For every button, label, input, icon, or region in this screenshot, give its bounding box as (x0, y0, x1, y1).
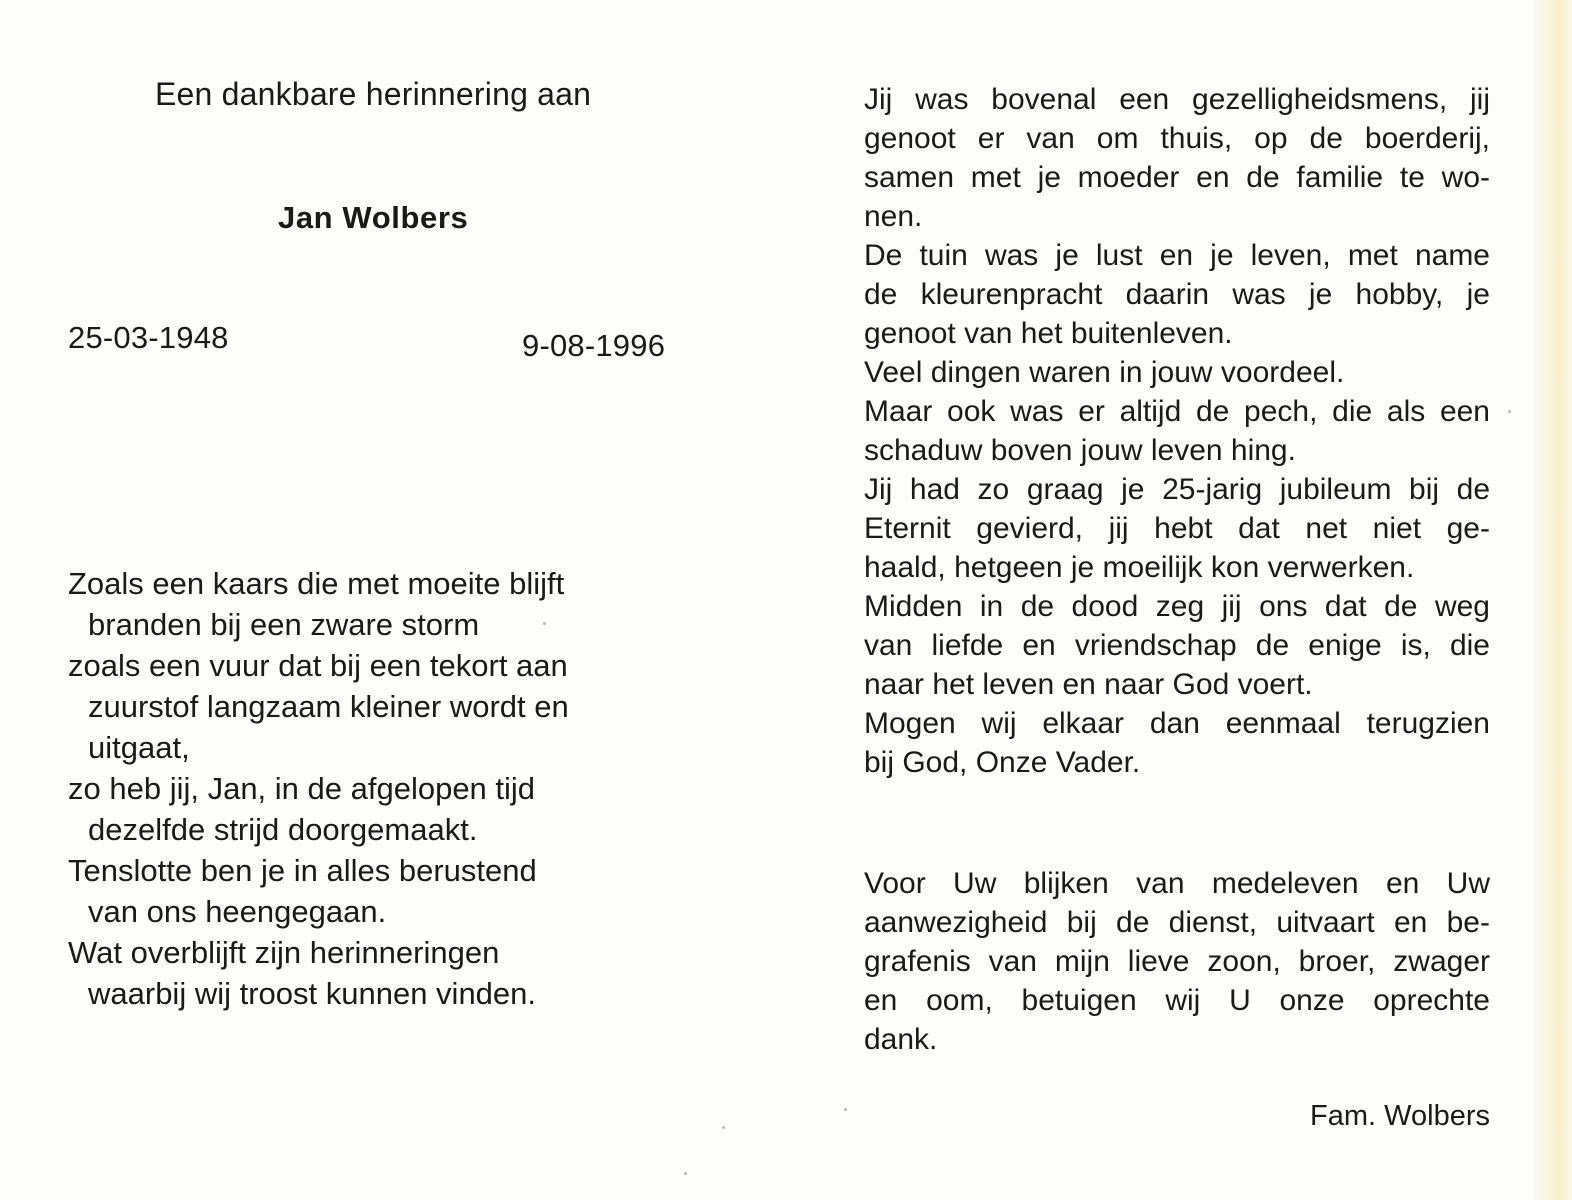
tribute-line: Jij was bovenal een gezelligheidsmens, jij (864, 83, 1490, 116)
tribute-line: van liefde en vriendschap de enige is, die (864, 629, 1490, 662)
thanks-text (864, 864, 1490, 1059)
poem-line: van ons heengegaan. (88, 894, 387, 929)
birth-date: 25-03-1948 (68, 320, 229, 355)
tribute-line: Veel dingen waren in jouw voordeel. (864, 356, 1345, 389)
paper-speck (684, 1172, 687, 1175)
tribute-line: Maar ook was er altijd de pech, die als een (864, 395, 1490, 428)
card-edge (1534, 0, 1572, 1200)
tribute-line: naar het leven en naar God voert. (864, 668, 1313, 701)
poem-line: uitgaat, (88, 730, 190, 765)
tribute-line: Eternit gevierd, jij hebt dat net niet ge- (864, 512, 1490, 545)
poem-line: Tenslotte ben je in alles berustend (68, 853, 537, 888)
paper-speck (844, 1108, 847, 1111)
thanks-line: en oom, betuigen wij U onze oprechte (864, 984, 1490, 1017)
tribute-text (864, 80, 1490, 782)
tribute-line: haald, hetgeen je moeilijk kon verwerken. (864, 551, 1415, 584)
family-signature: Fam. Wolbers (1310, 1100, 1490, 1132)
tribute-line: De tuin was je lust en je leven, met name (864, 239, 1490, 272)
tribute-line: Jij had zo graag je 25-jarig jubileum bij de (864, 473, 1490, 506)
poem-line: waarbij wij troost kunnen vinden. (88, 976, 537, 1011)
tribute-line: samen met je moeder en de familie te wo- (864, 161, 1490, 194)
tribute-line: schaduw boven jouw leven hing. (864, 434, 1296, 467)
poem-line: branden bij een zware storm (88, 607, 480, 642)
thanks-line: Voor Uw blijken van medeleven en Uw (864, 867, 1490, 900)
tribute-line: Midden in de dood zeg jij ons dat de weg (864, 590, 1490, 623)
death-date: 9-08-1996 (522, 328, 666, 363)
intro-text: Een dankbare herinnering aan (155, 76, 592, 112)
tribute-line: nen. (864, 200, 923, 233)
thanks-line: dank. (864, 1023, 938, 1056)
tribute-line: bij God, Onze Vader. (864, 746, 1141, 779)
tribute-line: de kleurenpracht daarin was je hobby, je (864, 278, 1490, 311)
thanks-line: aanwezigheid bij de dienst, uitvaart en be- (864, 906, 1490, 939)
deceased-name: Jan Wolbers (278, 200, 469, 235)
thanks-line: grafenis van mijn lieve zoon, broer, zwager (864, 945, 1490, 978)
poem-line: Wat overblijft zijn herinneringen (68, 935, 500, 970)
poem-line: zo heb jij, Jan, in de afgelopen tijd (68, 771, 536, 806)
poem-line: dezelfde strijd doorgemaakt. (88, 812, 478, 847)
paper-speck (543, 622, 546, 625)
tribute-line: Mogen wij elkaar dan eenmaal terugzien (864, 707, 1490, 740)
poem-line: zoals een vuur dat bij een tekort aan (68, 648, 568, 683)
left-page (0, 0, 760, 1200)
tribute-line: genoot er van om thuis, op de boerderij, (864, 122, 1490, 155)
poem-line: zuurstof langzaam kleiner wordt en (88, 689, 569, 724)
tribute-line: genoot van het buitenleven. (864, 317, 1233, 350)
poem (68, 563, 648, 1014)
paper-speck (722, 1126, 725, 1129)
paper-speck (1508, 410, 1511, 413)
poem-line: Zoals een kaars die met moeite blijft (68, 566, 565, 601)
